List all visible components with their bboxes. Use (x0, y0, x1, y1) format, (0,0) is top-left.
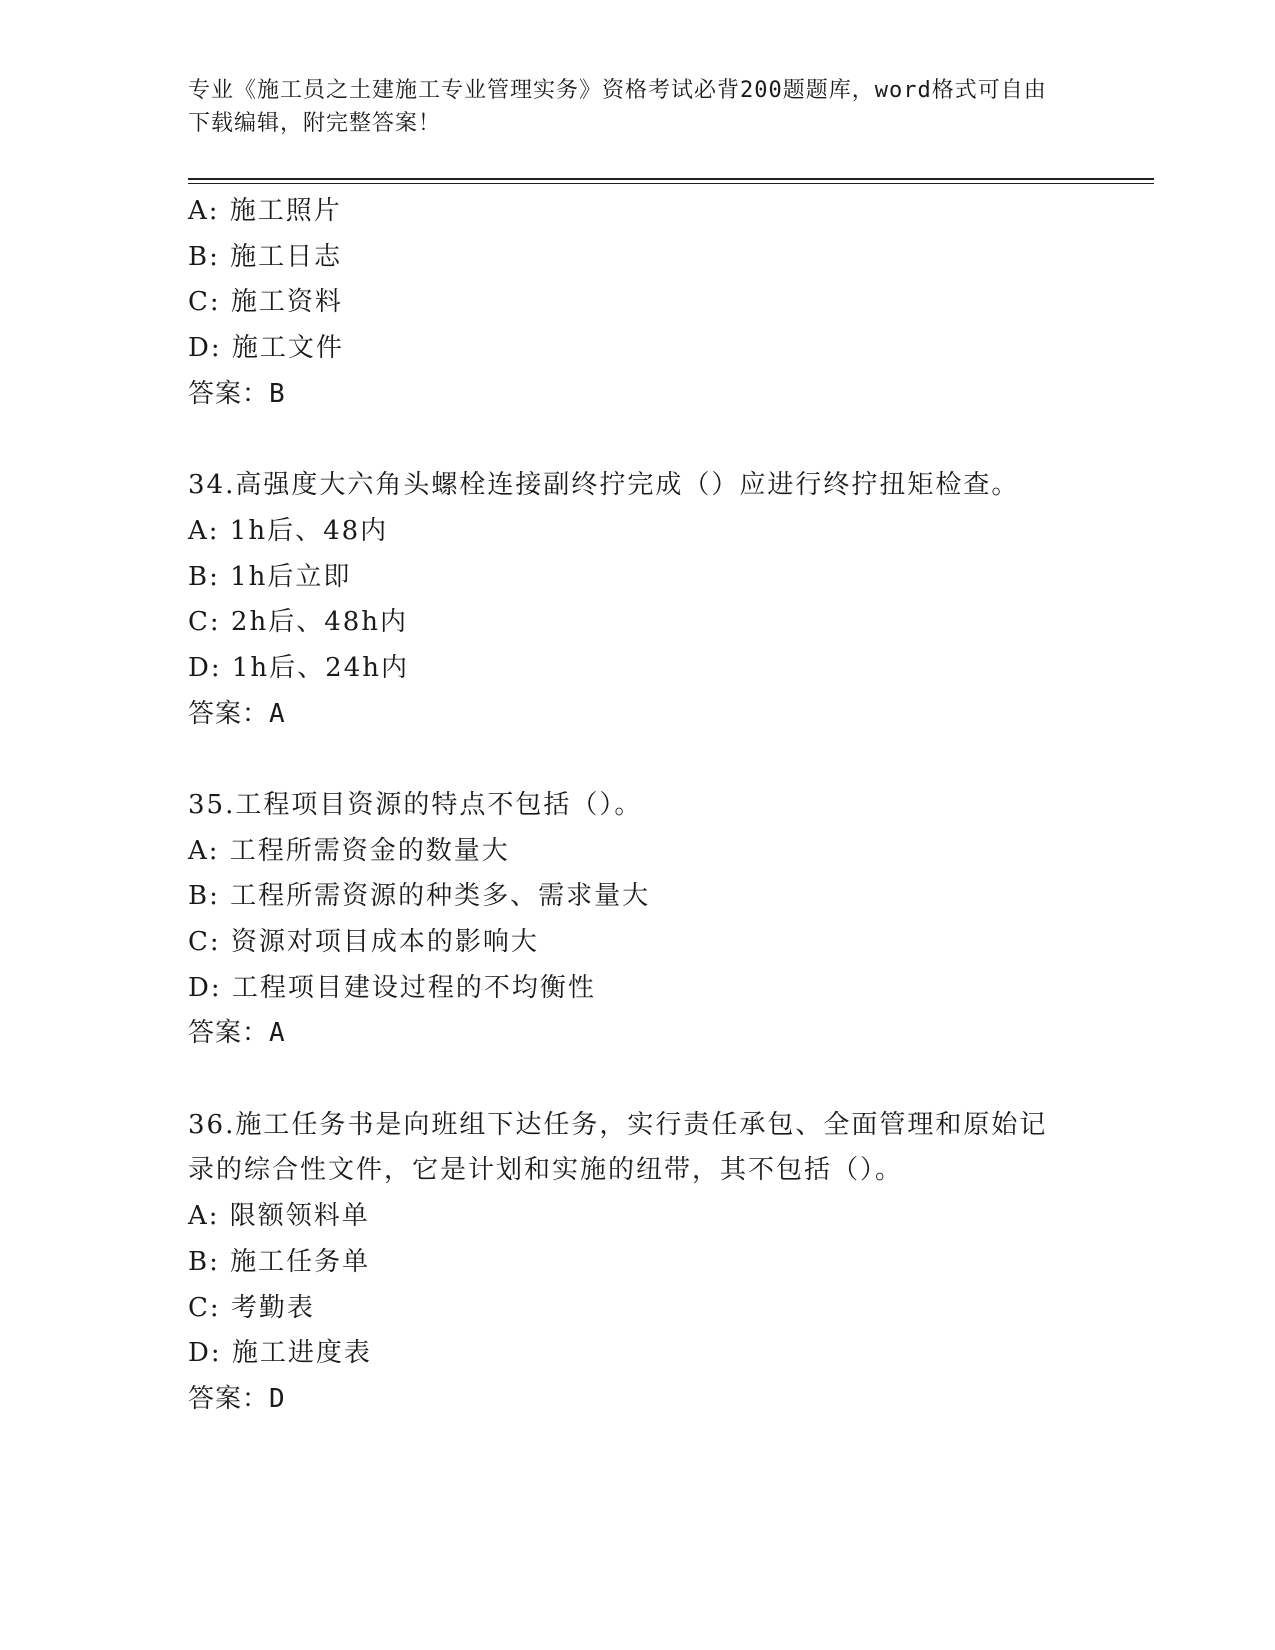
option-a: A: 工程所需资金的数量大 (188, 835, 510, 866)
option-d: D: 1h后、24h内 (188, 652, 409, 683)
option-c: C: 考勤表 (188, 1292, 315, 1323)
option-a: A: 1h后、48内 (188, 515, 389, 546)
option-b: B: 施工日志 (188, 241, 343, 272)
option-b: B: 1h后立即 (188, 561, 352, 592)
option-c: C: 资源对项目成本的影响大 (188, 927, 539, 957)
answer-line (188, 692, 1088, 738)
option-c: C: 施工资料 (188, 287, 343, 318)
answer-label: 答案： (188, 1018, 270, 1049)
option-d: D: 施工文件 (188, 333, 344, 364)
question-stem-line-1: 36.施工任务书是向班组下达任务，实行责任承包、全面管理和原始记 (188, 1109, 1048, 1140)
option-b: B: 施工任务单 (188, 1246, 371, 1277)
option-c: C: 2h后、48h内 (188, 607, 409, 638)
document-header: 专业《施工员之土建施工专业管理实务》资格考试必背200题题库，word格式可自由下载编辑，附完整答案！ (188, 78, 1047, 136)
answer-label: 答案： (188, 698, 270, 729)
option-b: B: 工程所需资源的种类多、需求量大 (188, 881, 651, 912)
answer-value: D (269, 1383, 286, 1414)
question-stem: 35.工程项目资源的特点不包括（）。 (188, 789, 643, 820)
answer-value: A (269, 698, 286, 729)
answer-label: 答案： (188, 378, 270, 409)
question-stem-line-2: 录的综合性文件，它是计划和实施的纽带，其不包括（）。 (188, 1155, 904, 1186)
option-d: D: 工程项目建设过程的不均衡性 (188, 972, 596, 1003)
answer-line (188, 1011, 1088, 1057)
option-a: A: 限额领料单 (188, 1201, 370, 1232)
header-rule-thin (188, 183, 1154, 184)
answer-value: B (269, 378, 286, 409)
answer-value: A (269, 1018, 286, 1049)
question-stem: 34.高强度大六角头螺栓连接副终拧完成（）应进行终拧扭矩检查。 (188, 470, 1020, 501)
answer-line (188, 372, 1088, 418)
question-block (188, 1103, 1088, 1423)
question-block (188, 463, 1088, 737)
answer-label: 答案： (188, 1383, 270, 1414)
option-d: D: 施工进度表 (188, 1338, 372, 1369)
option-a: A: 施工照片 (188, 196, 342, 226)
question-block (188, 189, 1088, 417)
question-list (188, 189, 1088, 1423)
question-block (188, 783, 1088, 1057)
header-rule-thick (188, 178, 1154, 180)
answer-line (188, 1377, 1088, 1423)
